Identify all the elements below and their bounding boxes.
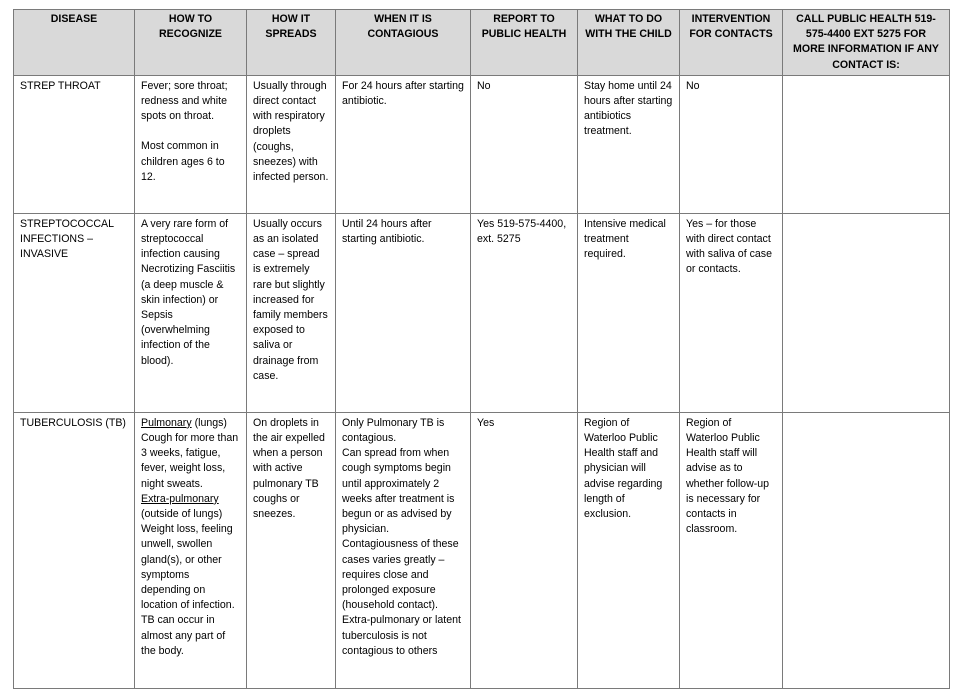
cell-report: Yes 519-575-4400, ext. 5275 xyxy=(471,213,578,412)
cell-contagious xyxy=(336,412,471,688)
cell-spreads: On droplets in the air expelled when a person with active pulmonary TB coughs or sneezes. xyxy=(247,412,336,688)
cell-contagious: For 24 hours after starting antibiotic. xyxy=(336,75,471,213)
cell-call xyxy=(783,75,950,213)
cell-contagious: Until 24 hours after starting antibiotic. xyxy=(336,213,471,412)
cell-call xyxy=(783,213,950,412)
header-disease: DISEASE xyxy=(14,10,135,76)
cell-report: No xyxy=(471,75,578,213)
cell-contacts: Region of Waterloo Public Health staff will advise as to whether follow-up is necessary for contacts in classroom. xyxy=(680,412,783,688)
header-row xyxy=(14,10,950,76)
pulmonary-label: Pulmonary xyxy=(141,416,192,429)
extra-pulmonary-label: Extra-pulmonary xyxy=(141,492,219,505)
extra-pulmonary-text: (outside of lungs) Weight loss, feeling unwell, swollen gland(s), or other symptoms depending on location of infection. TB can occur in almost any part of the body. xyxy=(141,508,235,657)
recognize-paragraph: Most common in children ages 6 to 12. xyxy=(141,140,225,183)
cell-recognize xyxy=(135,412,247,688)
cell-disease: STREP THROAT xyxy=(14,75,135,213)
cell-contacts: No xyxy=(680,75,783,213)
disease-table xyxy=(13,9,950,689)
cell-child: Stay home until 24 hours after starting antibiotics treatment. xyxy=(578,75,680,213)
table-row xyxy=(14,75,950,213)
header-report-public-health: REPORT TO PUBLIC HEALTH xyxy=(471,10,578,76)
cell-spreads: Usually occurs as an isolated case – spread is extremely rare but slightly increased for family members exposed to saliva or drainage from case. xyxy=(247,213,336,412)
header-how-to-recognize: HOW TO RECOGNIZE xyxy=(135,10,247,76)
header-intervention-contacts: INTERVENTION FOR CONTACTS xyxy=(680,10,783,76)
cell-child: Intensive medical treatment required. xyxy=(578,213,680,412)
cell-child: Region of Waterloo Public Health staff and physician will advise regarding length of exclusion. xyxy=(578,412,680,688)
contagious-details: Can spread from when cough symptoms begin until approximately 2 weeks after treatment is begun or as advised by physician. Contagiousness of these cases varies greatly – requires close and prolonged exposure (household contact). Extra-pulmonary or latent tuberculosis is not contagious to others xyxy=(342,447,461,657)
cell-spreads: Usually through direct contact with respiratory droplets (coughs, sneezes) with infected person. xyxy=(247,75,336,213)
cell-contacts: Yes – for those with direct contact with saliva of case or contacts. xyxy=(680,213,783,412)
cell-disease: TUBERCULOSIS (TB) xyxy=(14,412,135,688)
header-when-contagious: WHEN IT IS CONTAGIOUS xyxy=(336,10,471,76)
table-row xyxy=(14,412,950,688)
table-row xyxy=(14,213,950,412)
cell-call xyxy=(783,412,950,688)
cell-recognize xyxy=(135,75,247,213)
contagious-first-line: Only Pulmonary TB is contagious. xyxy=(342,416,445,445)
cell-recognize: A very rare form of streptococcal infection causing Necrotizing Fasciitis (a deep muscle & skin infection) or Sepsis (overwhelming infection of the blood). xyxy=(135,213,247,412)
cell-disease: STREPTOCOCCAL INFECTIONS – INVASIVE xyxy=(14,213,135,412)
recognize-paragraph: Fever; sore throat; redness and white spots on throat. xyxy=(141,79,228,123)
cell-report: Yes xyxy=(471,412,578,688)
header-what-to-do: WHAT TO DO WITH THE CHILD xyxy=(578,10,680,76)
pulmonary-text: (lungs) Cough for more than 3 weeks, fatigue, fever, weight loss, night sweats. xyxy=(141,416,239,490)
header-call-public-health: CALL PUBLIC HEALTH 519-575-4400 EXT 5275 FOR MORE INFORMATION IF ANY CONTACT IS: xyxy=(783,10,950,76)
header-how-it-spreads: HOW IT SPREADS xyxy=(247,10,336,76)
